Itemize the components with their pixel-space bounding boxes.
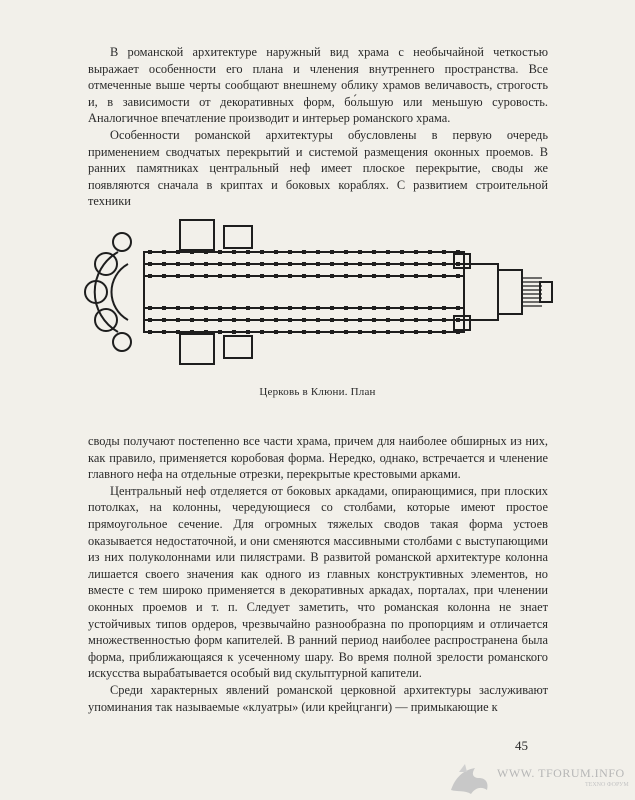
- plan-pier: [372, 250, 376, 254]
- plan-pier: [246, 306, 250, 310]
- plan-pier: [414, 306, 418, 310]
- plan-pier: [442, 274, 446, 278]
- plan-pier: [344, 330, 348, 334]
- plan-pier: [316, 262, 320, 266]
- plan-pier: [288, 306, 292, 310]
- paragraph: Центральный неф отделяется от боковых аркадами, опирающимися, при плоских потолках, на колонны, чередующиеся со столбами, которые имеют простое прямоугольное сечение. Для огромных тяжелых сводов такая форма устоев оказывается недостаточной, и они сменяются массивными столбами с выступающими из них полуколоннами или пилястрами. В развитой романской архитектуре колонна лишается своего значения как одного из главных конструктивных элементов, но вместе с тем широко применяется в декоративных аркадах, порталах, при членении оконных проемов и т. п. Следует заметить, что романская колонна не знает устойчивых типов ордеров, чрезвычайно разнообразна по пропорциям и отличается множественностью форм капителей. В ранний период наиболее распространена была форма, приближающаяся к усеченному шару. Во время полной зрелости романского искусства вырабатывается особый вид скульптурной капители.: [88, 483, 548, 681]
- plan-pier: [246, 318, 250, 322]
- plan-pier: [302, 250, 306, 254]
- plan-pier: [456, 274, 460, 278]
- plan-pier: [400, 306, 404, 310]
- plan-pier: [358, 262, 362, 266]
- plan-pier: [316, 306, 320, 310]
- plan-pier: [148, 250, 152, 254]
- plan-pier: [218, 250, 222, 254]
- plan-pier: [148, 262, 152, 266]
- text-block-bottom: [88, 433, 548, 715]
- text-block-top: [88, 44, 548, 210]
- plan-pier: [442, 250, 446, 254]
- plan-pier: [372, 330, 376, 334]
- plan-pier: [148, 274, 152, 278]
- plan-pier: [414, 274, 418, 278]
- plan-pier: [358, 318, 362, 322]
- plan-pier: [414, 262, 418, 266]
- plan-pier: [176, 306, 180, 310]
- plan-pier: [274, 306, 278, 310]
- plan-pier: [372, 262, 376, 266]
- plan-pier: [274, 274, 278, 278]
- paragraph: Среди характерных явлений романской церковной архитектуры заслуживают упоминания так называемые «клуатры» (или крейцганги) — примыкающие к: [88, 682, 548, 714]
- plan-pier: [162, 318, 166, 322]
- plan-pier: [218, 318, 222, 322]
- plan-pier: [344, 262, 348, 266]
- plan-pier: [400, 274, 404, 278]
- plan-pier: [442, 306, 446, 310]
- plan-pier: [400, 262, 404, 266]
- plan-pier: [442, 318, 446, 322]
- plan-pier: [274, 250, 278, 254]
- watermark-sub: TEXNO ФОРУМ: [585, 782, 629, 788]
- plan-pier: [330, 250, 334, 254]
- plan-pier: [204, 306, 208, 310]
- plan-pier: [302, 262, 306, 266]
- plan-pier: [162, 306, 166, 310]
- plan-pier: [330, 306, 334, 310]
- plan-pier: [442, 262, 446, 266]
- plan-pier: [232, 318, 236, 322]
- plan-pier: [246, 250, 250, 254]
- plan-pier: [232, 262, 236, 266]
- plan-pier: [232, 250, 236, 254]
- plan-pier: [260, 306, 264, 310]
- plan-pier: [414, 318, 418, 322]
- plan-pier: [162, 262, 166, 266]
- griffin-logo-icon: [445, 760, 495, 800]
- plan-pier: [260, 330, 264, 334]
- plan-pier: [428, 262, 432, 266]
- plan-pier: [176, 318, 180, 322]
- plan-pier: [400, 318, 404, 322]
- plan-pier: [204, 318, 208, 322]
- plan-pier: [456, 330, 460, 334]
- paragraph: Особенности романской архитектуры обусловлены в первую очередь применением сводчатых перекрытий и системой размещения оконных проемов. В ранних памятниках центральный неф имеет плоское перекрытие, своды же появляются сначала в криптах и боковых кораблях. С развитием строительной техники: [88, 127, 548, 209]
- plan-pier: [400, 250, 404, 254]
- plan-pier: [204, 330, 208, 334]
- plan-pier: [246, 330, 250, 334]
- plan-pier: [232, 274, 236, 278]
- plan-pier: [218, 262, 222, 266]
- plan-pier: [372, 306, 376, 310]
- plan-pier: [386, 274, 390, 278]
- plan-pier: [162, 274, 166, 278]
- plan-pier: [218, 306, 222, 310]
- plan-pier: [456, 262, 460, 266]
- plan-pier: [162, 250, 166, 254]
- plan-pier: [428, 318, 432, 322]
- watermark: [445, 760, 635, 800]
- plan-pier: [246, 274, 250, 278]
- plan-pier: [302, 330, 306, 334]
- plan-pier: [372, 318, 376, 322]
- paragraph: своды получают постепенно все части храма, причем для наиболее обширных из них, как правило, применяется коробовая форма. Нередко, однако, встречается и членение главного нефа на отдельные отрезки, перекрытые крестовыми арками.: [88, 434, 548, 482]
- plan-pier: [232, 306, 236, 310]
- plan-pier: [456, 306, 460, 310]
- plan-pier: [288, 262, 292, 266]
- plan-pier: [358, 306, 362, 310]
- plan-pier: [190, 262, 194, 266]
- plan-pier: [414, 330, 418, 334]
- plan-pier: [316, 318, 320, 322]
- plan-pier: [204, 274, 208, 278]
- plan-pier: [274, 262, 278, 266]
- plan-pier: [148, 318, 152, 322]
- plan-pier: [358, 250, 362, 254]
- plan-pier: [260, 262, 264, 266]
- plan-pier: [358, 274, 362, 278]
- plan-pier: [302, 274, 306, 278]
- plan-pier: [274, 318, 278, 322]
- plan-pier: [316, 250, 320, 254]
- plan-pier: [288, 250, 292, 254]
- plan-pier: [204, 250, 208, 254]
- plan-pier: [344, 274, 348, 278]
- plan-pier: [218, 274, 222, 278]
- watermark-site: WWW. TFORUM.INFO: [497, 766, 625, 780]
- plan-pier: [344, 250, 348, 254]
- plan-pier: [302, 306, 306, 310]
- plan-pier: [386, 306, 390, 310]
- plan-pier: [288, 330, 292, 334]
- plan-pier: [372, 274, 376, 278]
- plan-pier: [358, 330, 362, 334]
- plan-pier: [456, 250, 460, 254]
- plan-pier: [176, 250, 180, 254]
- plan-pier: [148, 306, 152, 310]
- plan-pier: [274, 330, 278, 334]
- paragraph: В романской архитектуре наружный вид храма с необычайной четкостью выражает особенности его плана и членения внутреннего пространства. Все отмеченные выше черты сообщают внешнему облику храмов величавость, строгость и, в зависимости от декоративных форм, бо́льшую или меньшую суровость. Аналогичное впечатление производит и интерьер романского храма.: [88, 45, 548, 126]
- plan-pier: [260, 274, 264, 278]
- plan-pier: [330, 274, 334, 278]
- plan-pier: [190, 250, 194, 254]
- plan-pier: [330, 318, 334, 322]
- plan-pier: [428, 250, 432, 254]
- plan-pier: [190, 330, 194, 334]
- plan-pier: [288, 318, 292, 322]
- page-number: 45: [515, 738, 528, 753]
- plan-pier: [260, 318, 264, 322]
- plan-pier: [400, 330, 404, 334]
- plan-pier: [232, 330, 236, 334]
- plan-pier: [162, 330, 166, 334]
- plan-pier: [190, 306, 194, 310]
- plan-pier: [316, 330, 320, 334]
- cluny-floor-plan: [84, 212, 554, 372]
- plan-pier: [190, 318, 194, 322]
- plan-pier: [428, 330, 432, 334]
- plan-pier: [218, 330, 222, 334]
- plan-pier: [260, 250, 264, 254]
- figure-caption: Церковь в Клюни. План: [259, 386, 376, 398]
- plan-pier: [316, 274, 320, 278]
- plan-pier: [302, 318, 306, 322]
- plan-pier: [428, 306, 432, 310]
- plan-pier: [246, 262, 250, 266]
- plan-pier: [288, 274, 292, 278]
- plan-pier: [414, 250, 418, 254]
- plan-pier: [386, 330, 390, 334]
- plan-pier: [428, 274, 432, 278]
- plan-pier: [190, 274, 194, 278]
- plan-pier: [386, 318, 390, 322]
- plan-pier: [176, 330, 180, 334]
- plan-pier: [456, 318, 460, 322]
- plan-pier: [148, 330, 152, 334]
- plan-pier: [386, 262, 390, 266]
- plan-pier: [176, 274, 180, 278]
- plan-pier: [344, 306, 348, 310]
- plan-pier: [330, 330, 334, 334]
- plan-pier: [204, 262, 208, 266]
- plan-pier: [386, 250, 390, 254]
- plan-pier: [442, 330, 446, 334]
- plan-pier: [330, 262, 334, 266]
- plan-pier: [344, 318, 348, 322]
- plan-pier: [176, 262, 180, 266]
